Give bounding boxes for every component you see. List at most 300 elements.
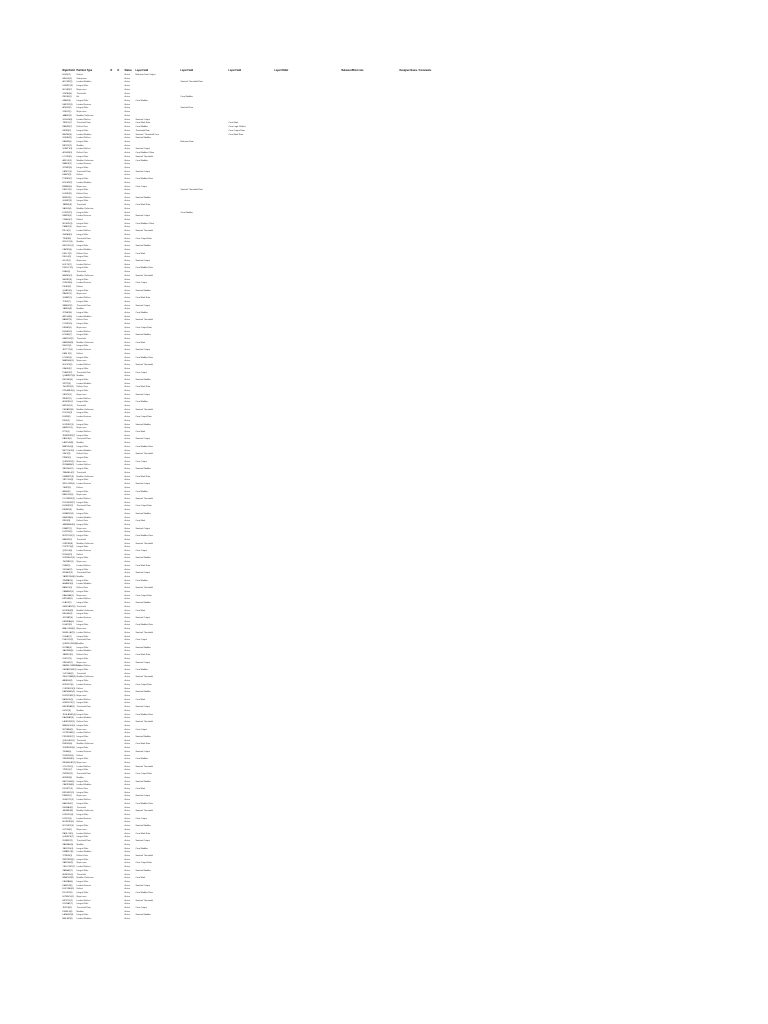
table-cell[interactable]: Active xyxy=(124,378,131,381)
table-cell[interactable]: Major area xyxy=(76,594,87,597)
table-cell[interactable]: Active xyxy=(124,211,131,214)
table-cell[interactable]: Active xyxy=(124,96,131,99)
table-cell[interactable]: BROOK1(2) xyxy=(62,245,74,248)
table-cell[interactable]: LAGER4(4) xyxy=(62,914,74,917)
table-cell[interactable]: VITEX6(3) xyxy=(62,854,73,857)
table-cell[interactable]: EMOR2(3) xyxy=(62,103,73,106)
table-cell[interactable]: Integral Role xyxy=(76,289,89,292)
table-cell[interactable]: Threshold xyxy=(76,873,86,876)
table-cell[interactable]: Core Output Rate xyxy=(135,326,152,329)
table-cell[interactable]: RUSH7(3) xyxy=(62,553,73,556)
table-cell[interactable]: Active xyxy=(124,412,131,415)
table-cell[interactable]: Integral Role xyxy=(76,233,89,236)
table-cell[interactable]: Modifier Reflective xyxy=(76,609,94,612)
table-cell[interactable]: Active xyxy=(124,111,131,114)
table-cell[interactable]: YUCCA6(2) xyxy=(62,672,74,675)
table-cell[interactable]: Active xyxy=(124,754,131,757)
table-cell[interactable]: Active xyxy=(124,836,131,839)
table-cell[interactable]: Modifier xyxy=(76,241,84,244)
table-cell[interactable]: FEAT3(3) xyxy=(62,174,72,177)
table-cell[interactable]: FELL6(9) xyxy=(62,256,72,259)
table-cell[interactable]: YELLOW7(5) xyxy=(62,866,75,869)
table-cell[interactable]: Loaded Feature xyxy=(76,282,92,285)
table-cell[interactable]: Active xyxy=(124,219,131,222)
table-cell[interactable]: LAURUS2(3) xyxy=(62,721,75,724)
table-cell[interactable]: Active xyxy=(124,129,131,132)
table-cell[interactable]: Active xyxy=(124,464,131,467)
table-cell[interactable]: Integral Role xyxy=(76,892,89,895)
table-cell[interactable]: Core Mark xyxy=(135,252,146,255)
table-cell[interactable]: Integral Role xyxy=(76,479,89,482)
table-cell[interactable]: Active xyxy=(124,453,131,456)
table-cell[interactable]: Core Output Rate xyxy=(135,505,152,508)
table-cell[interactable]: Active xyxy=(124,308,131,311)
table-cell[interactable]: Sentinel Modifier xyxy=(135,602,151,605)
table-cell[interactable]: Integral Role xyxy=(76,657,89,660)
table-cell[interactable]: Active xyxy=(124,598,131,601)
table-cell[interactable]: Integral Role xyxy=(76,367,89,370)
table-cell[interactable]: HOLM2(2) xyxy=(62,181,73,184)
table-cell[interactable]: GORSE7(9) xyxy=(62,423,74,426)
table-cell[interactable]: ZELKOVA3(8) xyxy=(62,676,76,679)
column-header[interactable]: Rigid Field xyxy=(62,69,75,72)
table-cell[interactable]: Active xyxy=(124,769,131,772)
table-cell[interactable]: PORE5(7) xyxy=(62,178,73,181)
table-cell[interactable]: Major area xyxy=(76,360,87,363)
table-cell[interactable]: WASH2(2) xyxy=(62,304,73,307)
table-cell[interactable]: Active xyxy=(124,728,131,731)
table-cell[interactable]: Active xyxy=(124,683,131,686)
table-cell[interactable]: Integral Role xyxy=(76,758,89,761)
table-cell[interactable]: Loaded Modifier xyxy=(76,382,92,385)
table-cell[interactable]: Loaded Reflect xyxy=(76,148,91,151)
table-cell[interactable]: Core Logic Reflect xyxy=(228,126,246,129)
table-cell[interactable]: Active xyxy=(124,628,131,631)
table-cell[interactable]: Active xyxy=(124,590,131,593)
table-cell[interactable]: INGS7(4) xyxy=(62,345,72,348)
table-cell[interactable]: Loaded Modifier xyxy=(76,650,92,653)
table-cell[interactable]: MELIA7(6) xyxy=(62,918,73,921)
table-cell[interactable]: Integral Role xyxy=(76,880,89,883)
table-cell[interactable]: BETULA3(4) xyxy=(62,780,75,783)
table-cell[interactable]: Active xyxy=(124,880,131,883)
table-cell[interactable]: Core Modifier Rate xyxy=(135,624,153,627)
table-cell[interactable]: Active xyxy=(124,252,131,255)
table-cell[interactable]: Sentinel Threshold xyxy=(135,721,153,724)
table-cell[interactable]: Integral Role xyxy=(76,468,89,471)
table-cell[interactable]: Modifier Reflective xyxy=(76,159,94,162)
table-cell[interactable]: BUXUS7(6) xyxy=(62,683,74,686)
table-cell[interactable]: LILAC3(9) xyxy=(62,624,72,627)
table-cell[interactable]: SALVIA3(6) xyxy=(62,650,74,653)
table-cell[interactable]: CLOVER4(5) xyxy=(62,497,75,500)
table-cell[interactable]: MERE5(2) xyxy=(62,274,73,277)
table-cell[interactable]: BASIL5(3) xyxy=(62,587,73,590)
table-cell[interactable]: Integral Role xyxy=(76,691,89,694)
table-cell[interactable]: Loaded Reflect xyxy=(76,118,91,121)
table-cell[interactable]: Active xyxy=(124,297,131,300)
table-cell[interactable]: QUILLAJ1(2) xyxy=(62,739,75,742)
table-cell[interactable]: Reflect Rate xyxy=(76,252,88,255)
table-cell[interactable]: FORD7(2) xyxy=(62,211,73,214)
table-cell[interactable]: Active xyxy=(124,248,131,251)
table-cell[interactable]: Threshold xyxy=(76,605,86,608)
table-cell[interactable]: KELP1(9) xyxy=(62,189,72,192)
table-cell[interactable]: TIDE4(8) xyxy=(62,237,71,240)
table-cell[interactable]: Loaded Reflect xyxy=(76,431,91,433)
table-cell[interactable]: Active xyxy=(124,609,131,612)
table-cell[interactable]: Integral Role xyxy=(76,100,89,103)
table-cell[interactable]: FRAX5(1) xyxy=(62,795,72,798)
table-cell[interactable]: Active xyxy=(124,702,131,705)
table-cell[interactable]: Modifier Reflective xyxy=(76,877,94,880)
table-cell[interactable]: Sentinel Rate xyxy=(180,107,193,110)
table-cell[interactable]: Active xyxy=(124,483,131,486)
column-header[interactable]: Designer Notes / Comments xyxy=(399,69,432,72)
table-cell[interactable]: Active xyxy=(124,665,131,668)
table-cell[interactable]: Major area xyxy=(76,695,87,698)
table-cell[interactable]: Core Mark Rate xyxy=(135,475,151,478)
table-cell[interactable]: JUSTI6(2) xyxy=(62,907,72,909)
table-cell[interactable]: Active xyxy=(124,479,131,482)
table-cell[interactable]: Major area xyxy=(76,326,87,329)
table-cell[interactable]: Sentinel Output xyxy=(135,118,150,121)
table-cell[interactable]: Active xyxy=(124,613,131,616)
table-cell[interactable]: Core Modifier Rate xyxy=(135,892,153,895)
table-cell[interactable]: PAULO3(5) xyxy=(62,832,74,835)
table-cell[interactable]: Active xyxy=(124,300,131,303)
table-cell[interactable]: IVY5(5) xyxy=(62,431,70,433)
table-cell[interactable]: Active xyxy=(124,907,131,909)
table-cell[interactable]: Sentinel Modifier xyxy=(135,196,151,199)
table-cell[interactable]: Loaded Modifier xyxy=(76,449,92,452)
table-cell[interactable]: QUINCE2(1) xyxy=(62,460,75,463)
table-cell[interactable]: TAXOD5(4) xyxy=(62,847,74,850)
table-cell[interactable]: Reflect xyxy=(76,888,83,891)
table-cell[interactable]: Core Output Rate xyxy=(135,237,152,240)
table-cell[interactable]: Active xyxy=(124,832,131,835)
table-cell[interactable]: Modifier Reflective xyxy=(76,676,94,679)
table-cell[interactable]: CAPE5(6) xyxy=(62,248,72,251)
table-cell[interactable]: Active xyxy=(124,918,131,921)
table-cell[interactable]: TEASEL4(2) xyxy=(62,471,75,474)
table-cell[interactable]: Active xyxy=(124,271,131,274)
table-cell[interactable]: Core Mark Rate xyxy=(135,654,151,657)
table-cell[interactable]: Loaded Reflect xyxy=(76,866,91,869)
table-cell[interactable]: Active xyxy=(124,285,131,288)
table-cell[interactable]: Major area xyxy=(76,828,87,831)
table-cell[interactable]: Sentinel Modifier xyxy=(135,512,151,515)
table-cell[interactable]: Reflect xyxy=(76,285,83,288)
table-cell[interactable]: Sentinel Threshold xyxy=(135,676,153,679)
table-cell[interactable]: PIKE3(3) xyxy=(62,285,71,288)
table-cell[interactable]: KALMIA5(6) xyxy=(62,717,74,720)
table-cell[interactable]: Behavior Date Output xyxy=(135,74,156,76)
table-cell[interactable]: Sentinel Output xyxy=(135,750,150,753)
table-cell[interactable]: Reflect xyxy=(76,754,83,757)
table-cell[interactable]: Active xyxy=(124,583,131,586)
table-cell[interactable]: Threshold Rate xyxy=(76,122,91,125)
table-cell[interactable]: Integral Role xyxy=(76,211,89,214)
table-cell[interactable]: Active xyxy=(124,319,131,322)
table-cell[interactable]: ATKS5(5) xyxy=(62,107,72,110)
table-cell[interactable]: Core Mark Rate xyxy=(135,297,151,300)
table-cell[interactable]: Core Output Rate xyxy=(135,773,152,776)
table-cell[interactable]: VIOLA6(7) xyxy=(62,568,73,571)
table-cell[interactable]: Integral Role xyxy=(76,412,89,415)
table-cell[interactable]: Core Modifier Rate xyxy=(135,713,153,716)
table-cell[interactable]: Integral Role xyxy=(76,256,89,259)
table-cell[interactable]: Active xyxy=(124,851,131,854)
table-cell[interactable]: DAHLIA6(1) xyxy=(62,594,74,597)
table-cell[interactable]: POPPY3(4) xyxy=(62,546,74,549)
table-cell[interactable]: Reflect Rate xyxy=(76,453,88,456)
table-cell[interactable]: FAGUS6(5) xyxy=(62,698,74,701)
table-cell[interactable]: Active xyxy=(124,449,131,452)
table-cell[interactable]: Loaded Feature xyxy=(76,349,92,352)
table-cell[interactable]: Active xyxy=(124,178,131,181)
table-cell[interactable]: Integral Role xyxy=(76,278,89,281)
table-cell[interactable]: Sentinel Output xyxy=(135,304,150,307)
table-cell[interactable]: Sentinel Threshold xyxy=(135,810,153,813)
table-cell[interactable]: TEROL(7) xyxy=(62,122,72,125)
table-cell[interactable]: HOLT4(7) xyxy=(62,263,72,266)
table-cell[interactable]: Sentinel Modifier xyxy=(135,137,151,140)
table-cell[interactable]: Integral Role xyxy=(76,345,89,348)
table-cell[interactable]: Active xyxy=(124,802,131,805)
table-cell[interactable]: Modifier xyxy=(76,709,84,712)
table-cell[interactable]: Active xyxy=(124,126,131,129)
table-cell[interactable] xyxy=(117,918,124,922)
table-cell[interactable]: Major area xyxy=(76,761,87,764)
table-cell[interactable]: Active xyxy=(124,550,131,552)
table-cell[interactable]: Active xyxy=(124,471,131,474)
table-cell[interactable]: AGAVE1(6) xyxy=(62,583,74,586)
table-cell[interactable] xyxy=(399,918,762,922)
table-cell[interactable]: Sentinel Threshold xyxy=(135,364,153,367)
table-cell[interactable]: NARD2(2) xyxy=(62,538,73,541)
table-cell[interactable]: JUGLANS1(4) xyxy=(62,713,76,716)
table-cell[interactable]: Threshold Rate xyxy=(76,639,91,642)
table-cell[interactable]: Active xyxy=(124,330,131,333)
table-cell[interactable]: Active xyxy=(124,747,131,750)
table-cell[interactable]: Active xyxy=(124,795,131,798)
table-cell[interactable]: Active xyxy=(124,750,131,753)
table-cell[interactable]: Loaded Reflect xyxy=(76,631,91,634)
table-cell[interactable]: INULA5(4) xyxy=(62,613,73,616)
table-cell[interactable]: Active xyxy=(124,635,131,638)
table-cell[interactable]: Loaded Reflect xyxy=(76,665,91,668)
table-cell[interactable]: Sentinel Output xyxy=(135,438,150,441)
table-cell[interactable]: HAZEL1(1) xyxy=(62,427,73,430)
table-cell[interactable]: Active xyxy=(124,423,131,426)
table-cell[interactable]: Active xyxy=(124,501,131,504)
table-cell[interactable]: ROWAN6(5) xyxy=(62,464,75,467)
table-cell[interactable]: ONIX2(1) xyxy=(62,111,72,114)
table-cell[interactable]: Active xyxy=(124,196,131,199)
table-cell[interactable]: Active xyxy=(124,230,131,233)
table-cell[interactable]: Loaded Feature xyxy=(76,103,92,106)
table-cell[interactable]: ROBIN7(2) xyxy=(62,840,73,843)
table-cell[interactable]: Active xyxy=(124,326,131,329)
table-cell[interactable]: Major area xyxy=(76,862,87,865)
table-cell[interactable]: Sentinel / Threshold Core xyxy=(135,133,160,136)
table-cell[interactable]: Integral Role xyxy=(76,903,89,906)
table-cell[interactable]: LOCR4(2) xyxy=(62,155,72,158)
table-cell[interactable]: Active xyxy=(124,137,131,140)
table-cell[interactable]: KNAP7(1) xyxy=(62,527,72,530)
table-cell[interactable]: Active xyxy=(124,579,131,582)
table-cell[interactable]: Integral Role xyxy=(76,858,89,861)
table-cell[interactable]: Threshold xyxy=(76,471,86,474)
table-cell[interactable]: Threshold Rate xyxy=(76,706,91,709)
table-cell[interactable]: Sentinel Output xyxy=(135,840,150,843)
table-cell[interactable]: Loaded Feature xyxy=(76,416,92,419)
table-cell[interactable]: Active xyxy=(124,159,131,162)
table-cell[interactable]: HAVEN4(8) xyxy=(62,341,74,344)
table-cell[interactable]: Active xyxy=(124,605,131,608)
table-cell[interactable]: Integral Role xyxy=(76,546,89,549)
table-cell[interactable]: JAAW5(2) xyxy=(62,114,72,117)
table-cell[interactable]: Sentinel Threshold xyxy=(135,453,153,456)
table-cell[interactable] xyxy=(110,918,117,922)
table-cell[interactable]: Active xyxy=(124,397,131,400)
table-cell[interactable]: LIMW17(3) xyxy=(62,85,73,88)
table-cell[interactable]: MYRTLE5(7) xyxy=(62,535,75,538)
table-cell[interactable]: Integral Role xyxy=(76,178,89,181)
table-cell[interactable] xyxy=(228,918,274,922)
table-cell[interactable]: OSPB3(4) xyxy=(62,92,72,95)
table-cell[interactable]: Integral Role xyxy=(76,85,89,88)
table-cell[interactable]: Loaded Reflect xyxy=(76,899,91,902)
table-cell[interactable]: MOLB2(7) xyxy=(62,88,73,91)
table-cell[interactable]: EUONYM2(1) xyxy=(62,695,76,698)
table-cell[interactable]: Active xyxy=(124,687,131,690)
table-cell[interactable]: Active xyxy=(124,773,131,776)
table-cell[interactable]: Integral Role xyxy=(76,155,89,158)
table-cell[interactable]: KERRIA6(3) xyxy=(62,620,74,623)
table-cell[interactable]: Sentinel Modifier xyxy=(135,780,151,783)
table-cell[interactable]: Core Modifier Offset xyxy=(135,222,155,225)
table-cell[interactable]: VINCA1(1) xyxy=(62,661,73,664)
table-cell[interactable]: Loaded Modifier xyxy=(76,918,92,921)
table-cell[interactable]: Core Mark Rate xyxy=(228,133,244,136)
table-cell[interactable]: Active xyxy=(124,821,131,824)
table-cell[interactable]: Active xyxy=(124,553,131,556)
table-cell[interactable]: SPIT2(6) xyxy=(62,382,71,385)
table-cell[interactable]: DENE5(1) xyxy=(62,326,72,329)
table-cell[interactable]: NOOK3(5) xyxy=(62,364,73,367)
table-cell[interactable]: GYMNO1(1) xyxy=(62,895,75,898)
table-cell[interactable]: Active xyxy=(124,215,131,218)
table-cell[interactable]: Threshold xyxy=(76,92,86,95)
table-cell[interactable]: Reflect xyxy=(76,219,83,222)
table-cell[interactable]: Loaded Modifier xyxy=(76,851,92,854)
table-cell[interactable]: Integral Role xyxy=(76,780,89,783)
table-cell[interactable]: Active xyxy=(124,676,131,679)
table-cell[interactable]: Active xyxy=(124,263,131,266)
table-cell[interactable]: Active xyxy=(124,74,131,76)
table-cell[interactable]: Loaded Reflect xyxy=(76,297,91,300)
table-cell[interactable]: Active xyxy=(124,490,131,493)
table-cell[interactable]: Core Mark Rate xyxy=(135,832,151,835)
table-cell[interactable]: Threshold xyxy=(76,538,86,541)
table-cell[interactable]: Active xyxy=(124,200,131,203)
table-cell[interactable]: KEEL5(3) xyxy=(62,352,72,355)
table-cell[interactable]: Integral Role xyxy=(76,300,89,303)
table-cell[interactable]: IRIS3(3) xyxy=(62,520,71,523)
table-cell[interactable]: Threshold Rate xyxy=(76,237,91,240)
table-cell[interactable]: Active xyxy=(124,144,131,147)
table-cell[interactable]: Active xyxy=(124,869,131,872)
table-cell[interactable]: DATA3(6) xyxy=(62,140,72,143)
table-cell[interactable]: Active xyxy=(124,791,131,794)
column-header[interactable]: Layer Field xyxy=(135,69,149,72)
table-cell[interactable]: Integral Role xyxy=(76,791,89,794)
table-cell[interactable]: Integral Role xyxy=(76,222,89,225)
table-cell[interactable]: MIRE6(5) xyxy=(62,196,72,199)
table-cell[interactable]: Core Output Rate xyxy=(228,129,245,132)
table-cell[interactable]: Loaded Feature xyxy=(76,616,92,619)
table-cell[interactable]: Integral Role xyxy=(76,267,89,270)
table-cell[interactable]: Active xyxy=(124,888,131,891)
table-cell[interactable]: QUAY4(9) xyxy=(62,289,72,292)
table-cell[interactable]: Threshold Rate xyxy=(76,438,91,441)
table-cell[interactable]: Active xyxy=(124,505,131,508)
table-cell[interactable]: Active xyxy=(124,163,131,166)
table-cell[interactable]: Active xyxy=(124,535,131,538)
table-cell[interactable]: Loaded Feature xyxy=(76,817,92,820)
table-cell[interactable]: Loaded Reflect xyxy=(76,263,91,266)
table-cell[interactable]: Integral Role xyxy=(76,166,89,169)
table-cell[interactable]: Sentinel Modifier xyxy=(135,334,151,337)
table-cell[interactable]: Loaded Modifier xyxy=(76,315,92,318)
table-cell[interactable]: Integral Role xyxy=(76,334,89,337)
table-cell[interactable]: Major area xyxy=(76,88,87,91)
table-cell[interactable]: Modifier Reflective xyxy=(76,207,94,210)
table-cell[interactable]: Active xyxy=(124,222,131,225)
table-cell[interactable]: Core Mark Rate xyxy=(135,564,151,567)
table-cell[interactable]: Sentinel Modifier xyxy=(135,825,151,828)
table-cell[interactable]: Reflect xyxy=(76,821,83,824)
table-cell[interactable]: Core Output xyxy=(135,460,147,463)
table-cell[interactable]: Behavior Rate xyxy=(180,140,194,143)
table-cell[interactable]: Sentinel Threshold xyxy=(135,230,153,233)
table-cell[interactable]: UPLAND3(9) xyxy=(62,390,75,393)
table-cell[interactable]: Loaded Feature xyxy=(76,215,92,218)
table-cell[interactable]: ALDER1(7) xyxy=(62,401,74,404)
table-cell[interactable]: Core Mark Rate xyxy=(135,204,151,207)
table-cell[interactable]: Integral Role xyxy=(76,445,89,448)
table-cell[interactable]: ELDER1(2) xyxy=(62,505,74,508)
table-cell[interactable]: Threshold Rate xyxy=(76,304,91,307)
table-cell[interactable]: ELM3(6) xyxy=(62,416,71,419)
table-cell[interactable]: Integral Role xyxy=(76,523,89,526)
table-cell[interactable]: Integral Role xyxy=(76,200,89,203)
table-cell[interactable]: Active xyxy=(124,241,131,244)
table-cell[interactable]: Sentinel Output xyxy=(135,527,150,530)
table-cell[interactable]: LARCH3(8) xyxy=(62,442,74,445)
table-cell[interactable]: Active xyxy=(124,367,131,370)
table-cell[interactable]: Active xyxy=(124,910,131,913)
table-cell[interactable]: Sentinel Output xyxy=(135,706,150,709)
table-cell[interactable]: Major area xyxy=(76,427,87,430)
table-cell[interactable]: Reflect Rate xyxy=(76,386,88,389)
table-cell[interactable]: Sentinel Threshold xyxy=(135,854,153,857)
table-cell[interactable]: Core Mark Rate xyxy=(135,386,151,389)
table-cell[interactable]: Integral Role xyxy=(76,378,89,381)
table-cell[interactable]: Integral Role xyxy=(76,735,89,738)
